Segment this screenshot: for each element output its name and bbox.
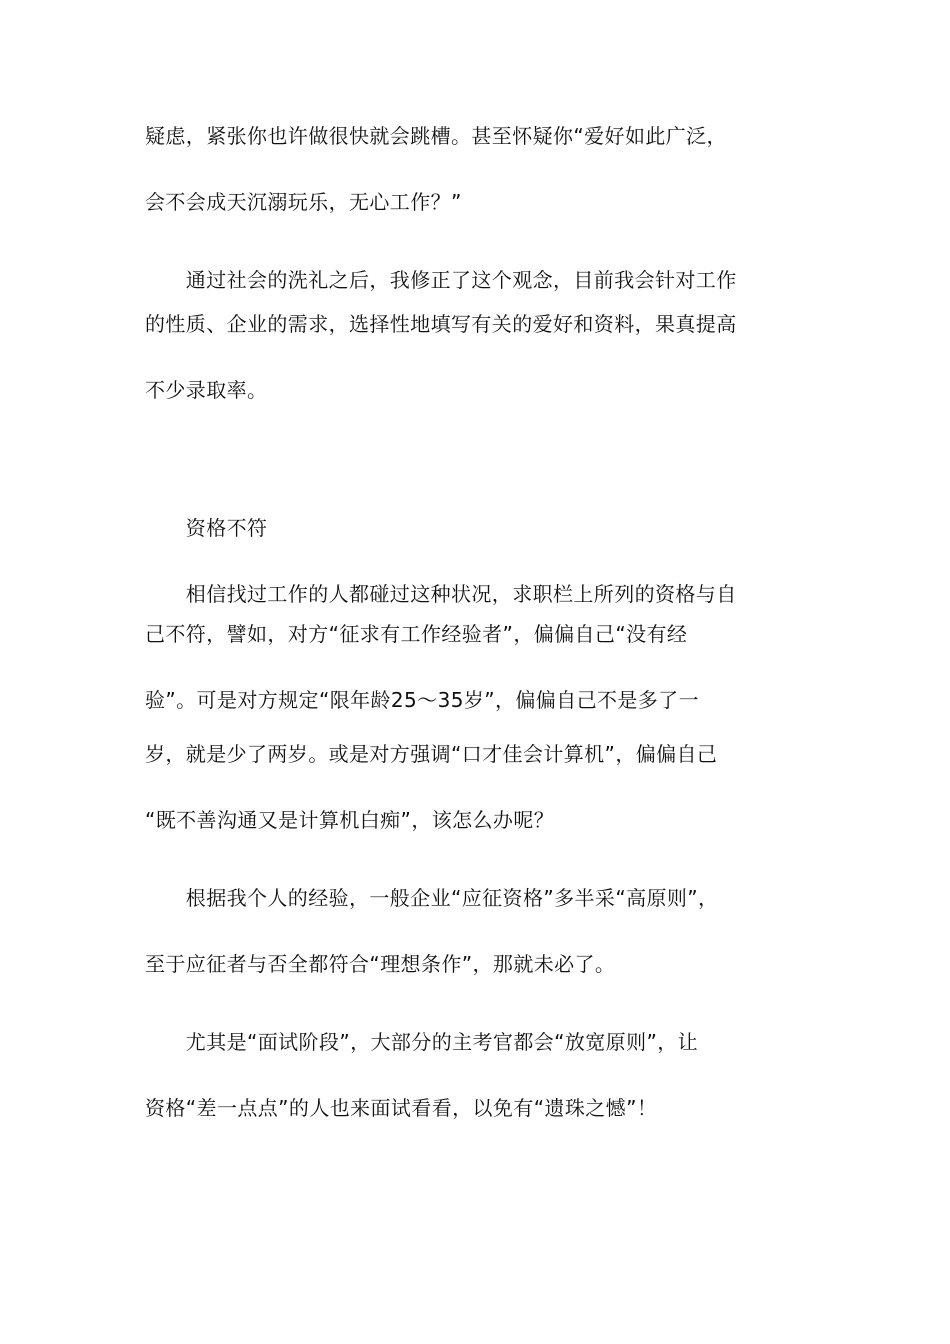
text-line: 通过社会的洗礼之后，我修正了这个观念，目前我会针对工作 — [145, 268, 737, 292]
text-line: 己不符，譬如，对方“征求有工作经验者”，偏偏自己“没有经 — [145, 622, 688, 646]
text-line: 相信找过工作的人都碰过这种状况，求职栏上所列的资格与自 — [145, 582, 737, 606]
text-line: 疑虑，紧张你也许做很快就会跳槽。甚至怀疑你“爱好如此广泛， — [145, 124, 727, 148]
text-line: 资格“差一点点”的人也来面试看看，以免有“遗珠之憾”！ — [145, 1096, 658, 1120]
text-line: 的性质、企业的需求，选择性地填写有关的爱好和资料，果真提高 — [145, 312, 737, 336]
text-line: 岁，就是少了两岁。或是对方强调“口才佳会计算机”，偏偏自己 — [145, 742, 718, 766]
text-line: “既不善沟通又是计算机白痴”，该怎么办呢？ — [145, 808, 555, 832]
text-line: 验”。可是对方规定“限年龄25～35岁”，偏偏自己不是多了一 — [145, 688, 699, 712]
text-line: 根据我个人的经验，一般企业“应征资格”多半采“高原则”， — [145, 886, 719, 910]
text-line: 尤其是“面试阶段”，大部分的主考官都会“放宽原则”，让 — [145, 1030, 699, 1054]
text-line: 会不会成天沉溺玩乐，无心工作？” — [145, 190, 462, 214]
text-line: 至于应征者与否全都符合“理想条作”，那就未必了。 — [145, 952, 616, 976]
section-heading: 资格不符 — [145, 516, 268, 540]
text-line: 不少录取率。 — [145, 378, 268, 402]
